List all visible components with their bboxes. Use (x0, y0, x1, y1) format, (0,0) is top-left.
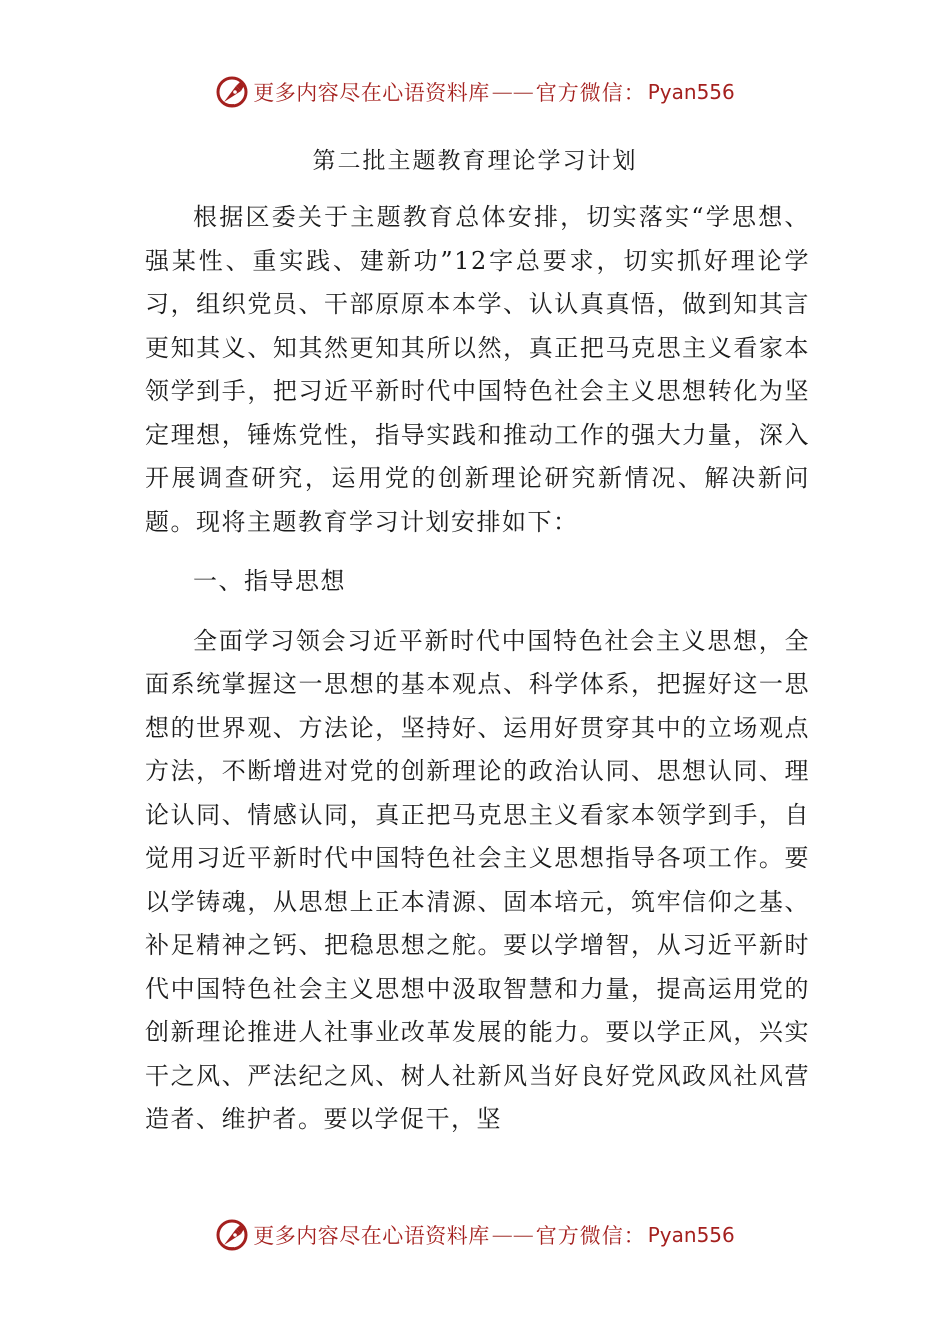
watermark-banner-bottom (0, 1215, 950, 1255)
watermark-dash: —— (491, 80, 534, 104)
watermark-wechat-id: Pyan556 (647, 1223, 735, 1247)
pen-nib-logo-icon (215, 1218, 249, 1252)
watermark-wechat-id: Pyan556 (647, 80, 735, 104)
watermark-wechat-label: 官方微信： (535, 1224, 646, 1248)
paragraph-guiding-ideology: 全面学习领会习近平新时代中国特色社会主义思想，全面系统掌握这一思想的基本观点、科学体系，把握好这一思想的世界观、方法论，坚持好、运用好贯穿其中的立场观点方法，不断增进对党的创新理论的政治认同、思想认同、理论认同、情感认同，真正把马克思主义看家本领学到手，自觉用习近平新时代中国特色社会主义思想指导各项工作。要以学铸魂，从思想上正本清源、固本培元，筑牢信仰之基、补足精神之钙、把稳思想之舵。要以学增智，从习近平新时代中国特色社会主义思想中汲取智慧和力量，提高运用党的创新理论推进人社事业改革发展的能力。要以学正风，兴实干之风、严法纪之风、树人社新风当好良好党风政风社风营造者、维护者。要以学促干，坚 (145, 626, 810, 1133)
document-title: 第二批主题教育理论学习计划 (312, 148, 638, 174)
watermark-wechat-label: 官方微信： (535, 81, 646, 105)
watermark-site-text: 更多内容尽在心语资料库 (253, 1224, 490, 1248)
section-heading-guiding-ideology: 一、指导思想 (193, 567, 346, 595)
paragraph-intro: 根据区委关于主题教育总体安排，切实落实“学思想、强某性、重实践、建新功”12字总要求，切实抓好理论学习，组织党员、干部原原本本学、认认真真悟，做到知其言更知其义、知其然更知其所以然，真正把马克思主义看家本领学到手，把习近平新时代中国特色社会主义思想转化为坚定理想，锤炼党性，指导实践和推动工作的强大力量，深入开展调查研究，运用党的创新理论研究新情况、解决新问题。现将主题教育学习计划安排如下： (145, 203, 810, 536)
pen-nib-logo-icon (215, 75, 249, 109)
document-body (145, 196, 810, 1142)
watermark-dash: —— (491, 1223, 534, 1247)
watermark-banner-top (0, 72, 950, 112)
watermark-site-text: 更多内容尽在心语资料库 (253, 81, 490, 105)
